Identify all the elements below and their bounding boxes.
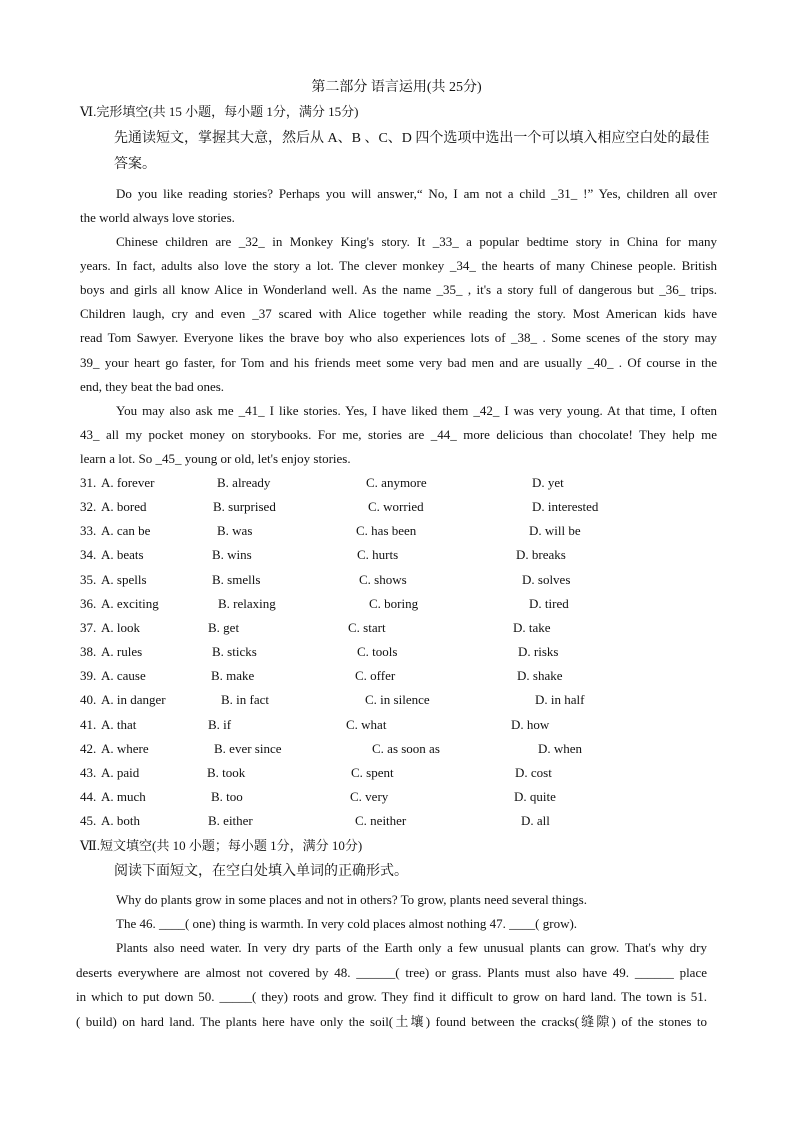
option-a: A. much — [101, 788, 146, 804]
option-d: D. tired — [529, 595, 569, 611]
option-number: 39. — [80, 668, 97, 684]
option-d: D. quite — [514, 788, 556, 804]
option-number: 43. — [80, 764, 97, 780]
option-c: C. offer — [355, 668, 396, 684]
passage-line: years. In fact, adults also love the story a lot. The clever monkey _34_ the hearts of many Chinese people. British — [80, 258, 717, 273]
option-d: D. breaks — [516, 547, 566, 563]
passage-line: 43_ all my pocket money on storybooks. For me, stories are _44_ more delicious than chocolate! They help me — [80, 427, 717, 442]
option-c: C. boring — [369, 595, 419, 611]
option-number: 33. — [80, 523, 97, 539]
option-d: D. how — [511, 716, 550, 732]
option-b: B. wins — [212, 547, 252, 563]
option-a: A. bored — [101, 499, 147, 515]
option-c: C. spent — [351, 764, 394, 780]
option-c: C. very — [350, 788, 389, 804]
option-d: D. cost — [515, 764, 552, 780]
option-d: D. solves — [522, 571, 571, 587]
option-b: B. was — [217, 523, 253, 539]
passage-line: end, they beat the bad ones. — [80, 379, 225, 394]
option-c: C. in silence — [365, 692, 430, 708]
option-b: B. in fact — [221, 692, 270, 708]
option-number: 45. — [80, 813, 97, 829]
section6-heading: Ⅵ.完形填空(共 15 小题，每小题 1分，满分 15分) — [80, 104, 359, 119]
option-a: A. spells — [101, 571, 147, 587]
option-b: B. sticks — [212, 644, 257, 660]
option-b: B. surprised — [213, 499, 276, 515]
option-a: A. exciting — [101, 595, 159, 611]
option-a: A. paid — [101, 764, 140, 780]
option-d: D. yet — [532, 475, 564, 490]
option-number: 38. — [80, 644, 97, 660]
passage2-line: in which to put down 50. _____( they) roots and grow. They find it difficult to grow on hard land. The town is 51. — [76, 989, 707, 1004]
option-c: C. worried — [368, 499, 424, 515]
option-c: C. what — [346, 716, 387, 732]
option-c: C. anymore — [366, 475, 427, 490]
option-a: A. rules — [101, 644, 143, 660]
passage-line: Children laugh, cry and even _37 scared with Alice together while reading the story. Most American kids have — [80, 306, 717, 321]
option-c: C. as soon as — [372, 740, 440, 756]
option-b: B. smells — [212, 571, 261, 587]
passage-line: the world always love stories. — [80, 210, 235, 225]
option-d: D. take — [513, 619, 551, 635]
option-number: 34. — [80, 547, 97, 563]
option-b: B. if — [208, 716, 232, 732]
passage-line: learn a lot. So _45_ young or old, let's enjoy stories. — [80, 451, 351, 466]
section6-instruction-line2: 答案。 — [114, 157, 156, 172]
option-c: C. has been — [356, 523, 417, 539]
option-d: D. will be — [529, 523, 581, 539]
option-d: D. shake — [517, 668, 563, 684]
option-number: 42. — [80, 740, 97, 756]
passage2-line: deserts everywhere are almost not covered by 48. ______( tree) or grass. Plants must also have 49. ______ place — [76, 965, 707, 980]
option-a: A. where — [101, 740, 149, 756]
option-b: B. relaxing — [218, 595, 276, 611]
option-b: B. either — [208, 813, 253, 829]
section7-instruction: 阅读下面短文，在空白处填入单词的正确形式。 — [114, 864, 408, 879]
option-a: A. look — [101, 619, 140, 635]
option-d: D. risks — [518, 644, 559, 660]
section6-instruction-line1: 先通读短文，掌握其大意，然后从 A、B 、C、D 四个选项中选出一个可以填入相应空白处的最佳 — [114, 131, 710, 146]
option-number: 44. — [80, 788, 97, 804]
option-c: C. start — [348, 619, 386, 635]
option-c: C. neither — [355, 813, 407, 829]
option-a: A. both — [101, 813, 140, 829]
passage-line: read Tom Sawyer. Everyone likes the brave boy who also experiences lots of _38_ . Some scenes of the story may — [80, 330, 717, 345]
option-number: 41. — [80, 716, 97, 732]
option-number: 31. — [80, 475, 97, 490]
option-a: A. cause — [101, 668, 146, 684]
option-b: B. too — [211, 788, 243, 804]
option-a: A. in danger — [101, 692, 166, 708]
passage2-line: Plants also need water. In very dry parts of the Earth only a few unusual plants can grow. That's why dry — [116, 940, 707, 955]
option-number: 37. — [80, 619, 97, 635]
passage-line: boys and girls all know Alice in Wonderland well. As the name _35_ , it's a story full of dangerous but _36_ trips. — [80, 282, 717, 297]
passage-line: You may also ask me _41_ I like stories. Yes, I have liked them _42_ I was very young. At that time, I often — [116, 403, 717, 418]
option-d: D. interested — [532, 499, 599, 515]
option-d: D. when — [538, 740, 583, 756]
passage-line: Do you like reading stories? Perhaps you will answer,“ No, I am not a child _31_ !” Yes, children all over — [116, 186, 717, 201]
option-b: B. took — [207, 764, 246, 780]
passage-line: 39_ your heart go faster, for Tom and his friends meet some very bad men and are usually _40_ . Of course in the — [80, 355, 717, 370]
option-number: 35. — [80, 571, 97, 587]
option-number: 36. — [80, 595, 97, 611]
passage2-line: ( build) on hard land. The plants here have only the soil(土壤) found between the cracks(缝隙) of the stones to — [76, 1014, 707, 1029]
option-d: D. in half — [535, 692, 585, 708]
passage-line: Chinese children are _32_ in Monkey King's story. It _33_ a popular bedtime story in China for many — [116, 234, 717, 249]
passage2-line: Why do plants grow in some places and not in others? To grow, plants need several things. — [116, 892, 587, 907]
option-c: C. hurts — [357, 547, 399, 563]
option-b: B. already — [217, 475, 271, 490]
section7-heading: Ⅶ.短文填空(共 10 小题；每小题 1分，满分 10分) — [80, 838, 363, 853]
option-number: 32. — [80, 499, 97, 515]
option-a: A. forever — [101, 475, 155, 490]
option-a: A. that — [101, 716, 137, 732]
option-c: C. shows — [359, 571, 407, 587]
option-number: 40. — [80, 692, 97, 708]
option-d: D. all — [521, 813, 550, 829]
passage2-line: The 46. ____( one) thing is warmth. In very cold places almost nothing 47. ____( grow). — [116, 916, 578, 931]
part-title: 第二部分 语言运用(共 25分) — [311, 80, 482, 95]
option-b: B. make — [211, 668, 255, 684]
option-a: A. can be — [101, 523, 151, 539]
option-b: B. get — [208, 619, 240, 635]
option-a: A. beats — [101, 547, 144, 563]
option-b: B. ever since — [214, 740, 282, 756]
option-c: C. tools — [357, 644, 398, 660]
